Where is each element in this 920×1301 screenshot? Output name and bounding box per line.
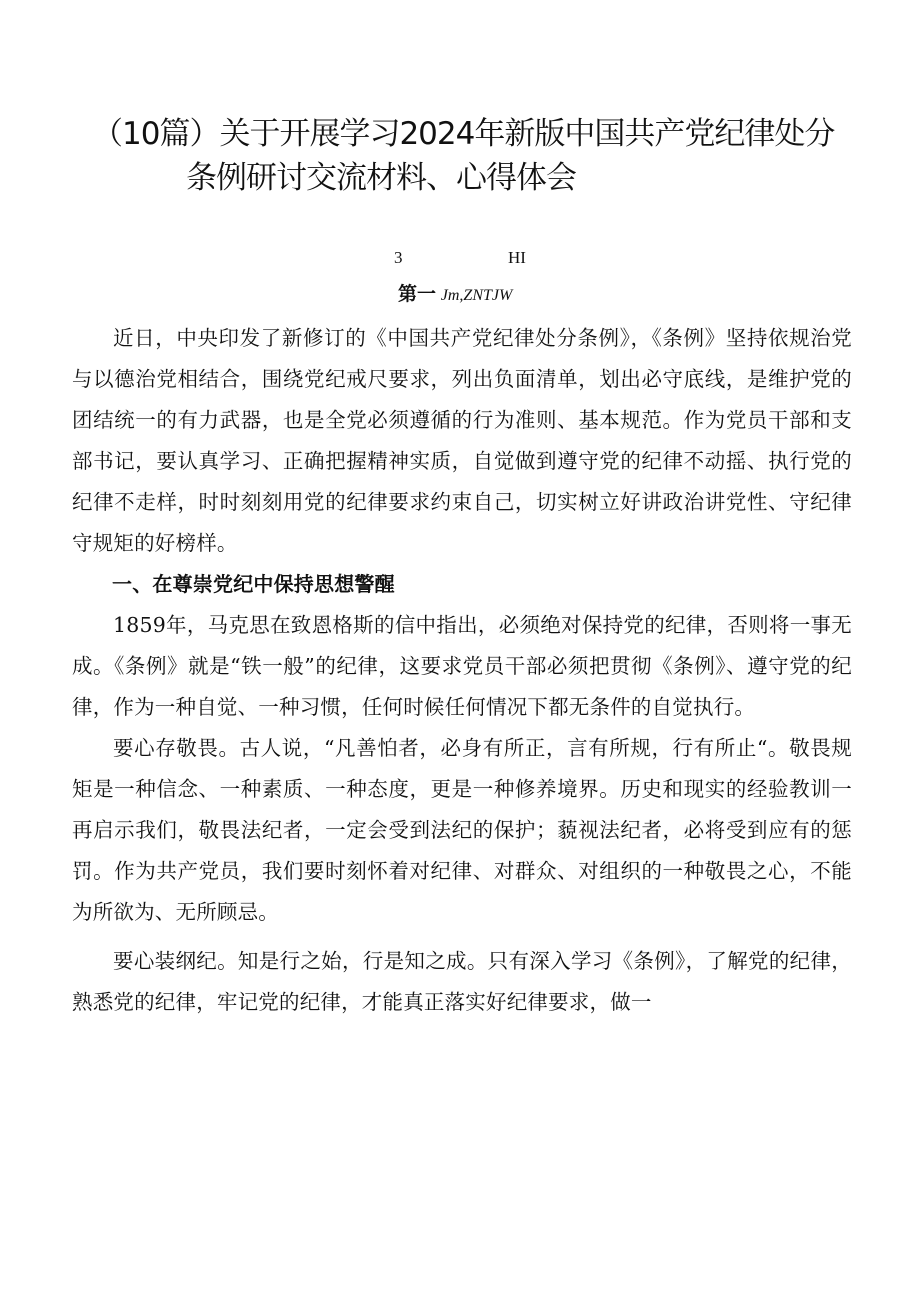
paragraph: 1859年，马克思在致恩格斯的信中指出，必须绝对保持党的纪律，否则将一事无成。《条例》就是“铁一般”的纪律，这要求党员干部必须把贯彻《条例》、遵守党的纪律，作为一种自觉、一种习惯，任何时候任何情况下都无条件的自觉执行。 <box>72 613 852 719</box>
document-body <box>72 318 852 1023</box>
section-heading: 一、在尊崇党纪中保持思想警醒 <box>112 572 395 596</box>
part-heading-garbled: Jm,ZNTJW <box>440 287 513 304</box>
title-line-2: 条例研讨交流材料、心得体会 <box>186 160 576 196</box>
paragraph-intro: 近日，中央印发了新修订的《中国共产党纪律处分条例》，《条例》坚持依规治党与以德治党相结合，围绕党纪戒尺要求，列出负面清单，划出必守底线，是维护党的团结统一的有力武器，也是全党必须遵循的行为准则、基本规范。作为党员干部和支部书记，要认真学习、正确把握精神实质，自觉做到遵守党的纪律不动摇、执行党的纪律不走样，时时刻刻用党的纪律要求约束自己，切实树立好讲政治讲党性、守纪律守规矩的好榜样。 <box>72 326 852 555</box>
paragraph: 要心装纲纪。知是行之始，行是知之成。只有深入学习《条例》，了解党的纪律，熟悉党的纪律，牢记党的纪律，才能真正落实好纪律要求，做一 <box>72 949 852 1014</box>
title-line-1: （10篇）关于开展学习2024年新版中国共产党纪律处分 <box>92 116 835 152</box>
mark-right: HI <box>508 248 526 267</box>
mark-left: 3 <box>394 248 403 267</box>
document-title <box>40 112 880 200</box>
paragraph: 要心存敬畏。古人说，“凡善怕者，必身有所正，言有所规，行有所止“。敬畏规矩是一种信念、一种素质、一种态度，更是一种修养境界。历史和现实的经验教训一再启示我们，敬畏法纪者，一定会受到法纪的保护；藐视法纪者，必将受到应有的惩罚。作为共产党员，我们要时刻怀着对纪律、对群众、对组织的一种敬畏之心，不能为所欲为、无所顾忌。 <box>72 736 852 924</box>
part-heading-chinese: 第一 <box>398 283 437 305</box>
part-heading <box>398 280 512 310</box>
ocr-artifact-marks <box>0 248 920 272</box>
